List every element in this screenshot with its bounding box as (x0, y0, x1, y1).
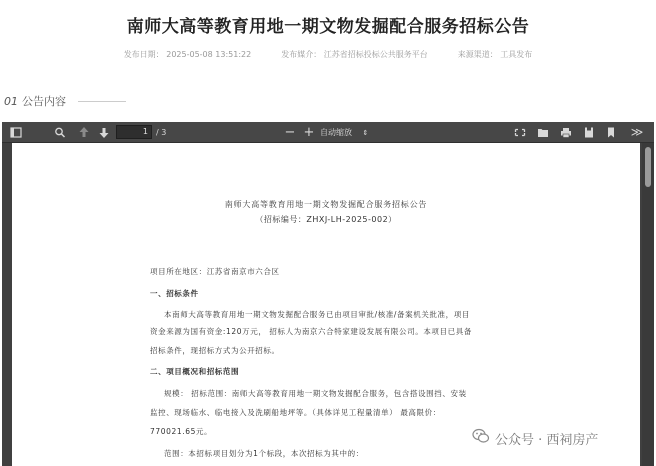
publish-medium: 发布媒介： 江苏省招标投标公共服务平台 (281, 50, 428, 59)
page-number-input[interactable]: 1 (116, 125, 152, 139)
document-line: 规模： 招标范围：南师大高等教育用地一期文物发掘配合服务，包含搭设围挡、安装 (164, 389, 467, 398)
document-heading: 一、招标条件 (150, 289, 199, 298)
previous-page-icon[interactable] (78, 125, 90, 140)
pdf-page (12, 143, 640, 466)
print-icon[interactable] (560, 125, 572, 140)
source-channel: 来源渠道： 工具发布 (457, 50, 533, 59)
scrollbar-thumb[interactable] (645, 147, 651, 187)
zoom-select[interactable] (320, 125, 378, 140)
page-total: / 3 (156, 128, 167, 137)
sidebar-toggle-icon[interactable] (10, 125, 22, 140)
pdf-viewer (2, 122, 654, 466)
zoom-value: 自动缩放 (320, 128, 352, 137)
document-heading: 二、项目概况和招标范围 (150, 367, 240, 376)
announcement-meta (0, 49, 656, 60)
publish-date: 发布日期： 2025-05-08 13:51:22 (123, 50, 252, 59)
page-title: 南师大高等教育用地一期文物发掘配合服务招标公告 (126, 17, 530, 37)
section-label: 公告内容 (22, 95, 66, 108)
document-line: 范围：本招标项目划分为1个标段，本次招标为其中的： (164, 449, 364, 458)
bookmark-icon[interactable] (605, 125, 617, 140)
document-line: 监控、现场临水、临电接入及洗刷船地坪等。（具体详见工程量清单） 最高限价： (150, 408, 441, 417)
pdf-scrollbar[interactable] (642, 143, 654, 466)
wechat-icon (472, 428, 490, 448)
watermark (472, 428, 598, 448)
download-icon[interactable] (583, 125, 595, 140)
zoom-out-button[interactable]: − (284, 125, 296, 140)
section-number: 01 (4, 94, 18, 108)
document-line: 招标条件，现招标方式为公开招标。 (150, 346, 280, 355)
document-title: 南师大高等教育用地一期文物发掘配合服务招标公告 (224, 200, 428, 209)
section-divider (78, 101, 126, 102)
chevron-down-icon: ⇕ (362, 129, 369, 137)
open-file-icon[interactable] (537, 125, 549, 140)
document-subtitle: （招标编号：ZHXJ-LH-2025-002） (255, 215, 397, 224)
document-line: 本南师大高等教育用地一期文物发掘配合服务已由项目审批/核准/备案机关批准，项目 (164, 310, 470, 319)
document-line: 项目所在地区：江苏省南京市六合区 (150, 267, 280, 276)
presentation-mode-icon[interactable] (514, 125, 526, 140)
zoom-in-button[interactable]: + (303, 125, 315, 140)
pdf-toolbar (2, 122, 654, 143)
next-page-icon[interactable] (98, 125, 110, 140)
document-line: 770021.65元。 (150, 427, 213, 436)
search-icon[interactable] (54, 125, 66, 140)
watermark-text: 公众号 · 西祠房产 (495, 432, 599, 448)
document-line: 资金来源为国有资金:120万元， 招标人为南京六合特家建设发展有限公司。本项目已具备 (150, 327, 472, 336)
more-tools-icon[interactable]: ≫ (630, 125, 644, 139)
section-header (4, 92, 644, 110)
